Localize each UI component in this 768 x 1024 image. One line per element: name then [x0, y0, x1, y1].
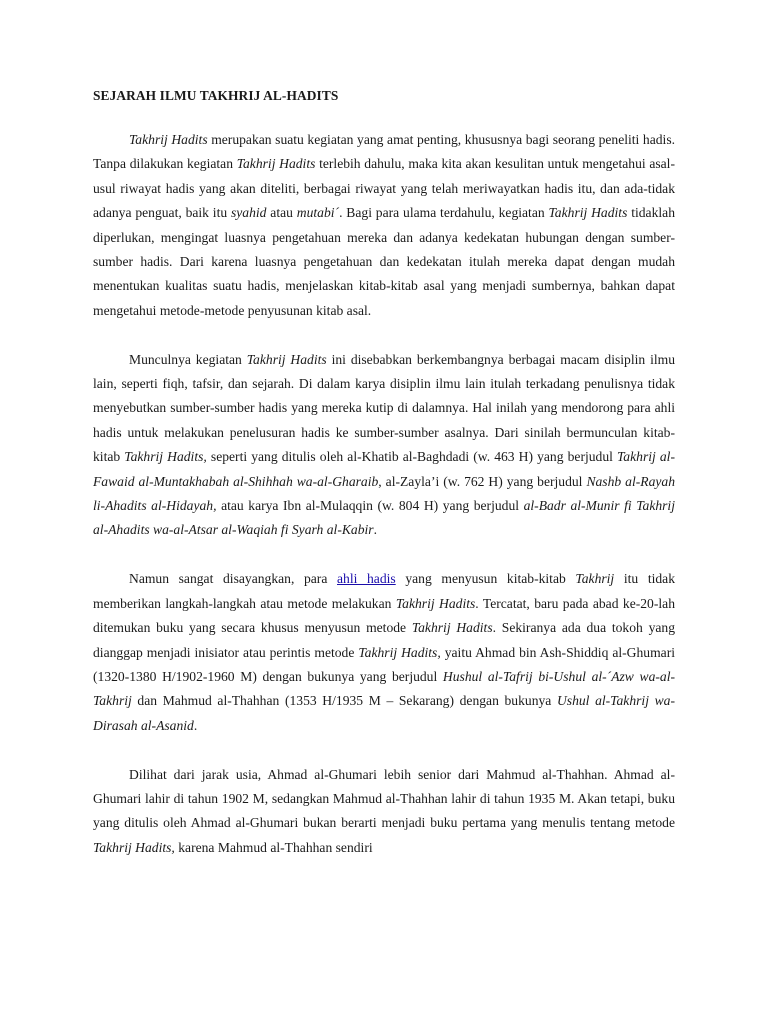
text-run: karena Mahmud al-Thahhan sendiri [174, 839, 373, 855]
text-run: terlebih dahulu, maka kita akan kesulitan untuk mengetahui asal-usul riwayat hadis yang akan diteliti, berbagai riwayat yang telah meriwayatkan hadis itu, dan ada-tidak adanya penguat, baik itu [93, 156, 675, 221]
document-title: SEJARAH ILMU TAKHRIJ AL-HADITS [93, 88, 339, 103]
text-run: . Bagi para ulama terdahulu, kegiatan [339, 205, 549, 221]
italic-term: Takhrij [575, 571, 615, 587]
italic-term: Takhrij al-Fawaid al-Muntakhabah al-Shihhah wa-al-Gharaib [93, 449, 675, 489]
text-run: ini disebabkan berkembangnya berbagai macam disiplin ilmu lain, seperti fiqh, tafsir, dan sejarah. Di dalam karya disiplin ilmu lain itulah terkadang penulisnya tidak menyebutkan sumber-sumber hadis yang mereka kutip di dalamnya. Hal inilah yang mendorong para ahli hadis untuk melakukan penelusuran hadis ke sumber-sumber asalnya. Dari sinilah bermunculan kitab-kitab [93, 351, 676, 465]
text-run: . [373, 522, 377, 538]
text-run: . Tercatat, baru pada abad ke-20-lah ditemukan buku yang secara khusus menyusun metode [93, 595, 675, 636]
italic-term: Takhrij Hadits [395, 595, 476, 611]
document-page [93, 86, 675, 885]
ahli-hadis-link[interactable]: ahli hadis [337, 571, 396, 587]
italic-term: Ushul al-Takhrij wa-Dirasah al-Asanid [93, 693, 675, 733]
italic-term: Takhrij Hadits, [358, 644, 441, 660]
paragraph-2 [93, 348, 675, 543]
italic-term: Takhrij Hadits, [124, 449, 207, 465]
text-run: Munculnya kegiatan [129, 351, 247, 367]
italic-term: Takhrij Hadits [246, 351, 327, 367]
text-run: seperti yang ditulis oleh al-Khatib al-Baghdadi (w. 463 H) yang berjudul [206, 449, 617, 465]
paragraph-4 [93, 763, 675, 861]
text-run: , al-Zayla’i (w. 762 H) yang berjudul [378, 473, 587, 489]
text-run: merupakan suatu kegiatan yang amat penting, khususnya bagi seorang peneliti hadis. Tanpa dilakukan kegiatan [93, 132, 676, 172]
italic-term: syahid [230, 205, 267, 221]
text-run: yaitu Ahmad bin Ash-Shiddiq al-Ghumari (1320-1380 H/1902-1960 M) dengan bukunya yang berjudul [93, 644, 675, 684]
text-run: dan Mahmud al-Thahhan (1353 H/1935 M – Sekarang) dengan bukunya [131, 693, 557, 709]
paragraph-1 [93, 128, 675, 323]
italic-term: Hushul al-Tafrij bi-Ushul al-´Azw wa-al-Takhrij [93, 668, 675, 709]
text-run: . [193, 717, 198, 733]
text-run: atau karya Ibn al-Mulaqqin (w. 804 H) yang berjudul [216, 498, 524, 514]
text-run: tidaklah diperlukan, mengingat luasnya pengetahuan mereka dan adanya kedekatan hubungan dengan sumber-sumber hadis. Dari karena luasnya pengetahuan dan kedekatan itulah mereka dapat dengan mudah menentukan kualitas suatu hadis, menjelaskan kitab-kitab asal yang menjadi sumbernya, bahkan dapat mengetahui metode-metode penyusunan kitab asal. [93, 205, 675, 318]
italic-term: Takhrij Hadits, [93, 839, 175, 855]
italic-term: mutabi´ [296, 205, 340, 221]
italic-term: Takhrij Hadits [411, 620, 493, 636]
italic-term: Nashb al-Rayah li-Ahadits al-Hidayah, [93, 473, 675, 514]
italic-term: Takhrij Hadits [129, 132, 208, 147]
italic-term: al-Badr al-Munir fi Takhrij al-Ahadits wa-al-Atsar al-Waqiah fi Syarh al-Kabir [93, 498, 675, 538]
text-run: . Sekiranya ada dua tokoh yang dianggap menjadi inisiator atau perintis metode [93, 620, 675, 660]
text-run: Namun sangat disayangkan, para [129, 571, 337, 587]
italic-term: Takhrij Hadits [236, 156, 316, 172]
paragraph-3 [93, 567, 675, 738]
text-run: yang menyusun kitab-kitab [395, 571, 576, 587]
text-run: atau [266, 205, 297, 221]
text-run: itu tidak memberikan langkah-langkah atau metode melakukan [93, 571, 676, 611]
italic-term: Takhrij Hadits [548, 205, 628, 221]
text-run: Dilihat dari jarak usia, Ahmad al-Ghumari lebih senior dari Mahmud al-Thahhan. Ahmad al-Ghumari lahir di tahun 1902 M, sedangkan Mahmud al-Thahhan lahir di tahun 1935 M. Akan tetapi, buku yang ditulis oleh Ahmad al-Ghumari bukan berarti menjadi buku pertama yang menulis tentang metode [93, 766, 675, 831]
